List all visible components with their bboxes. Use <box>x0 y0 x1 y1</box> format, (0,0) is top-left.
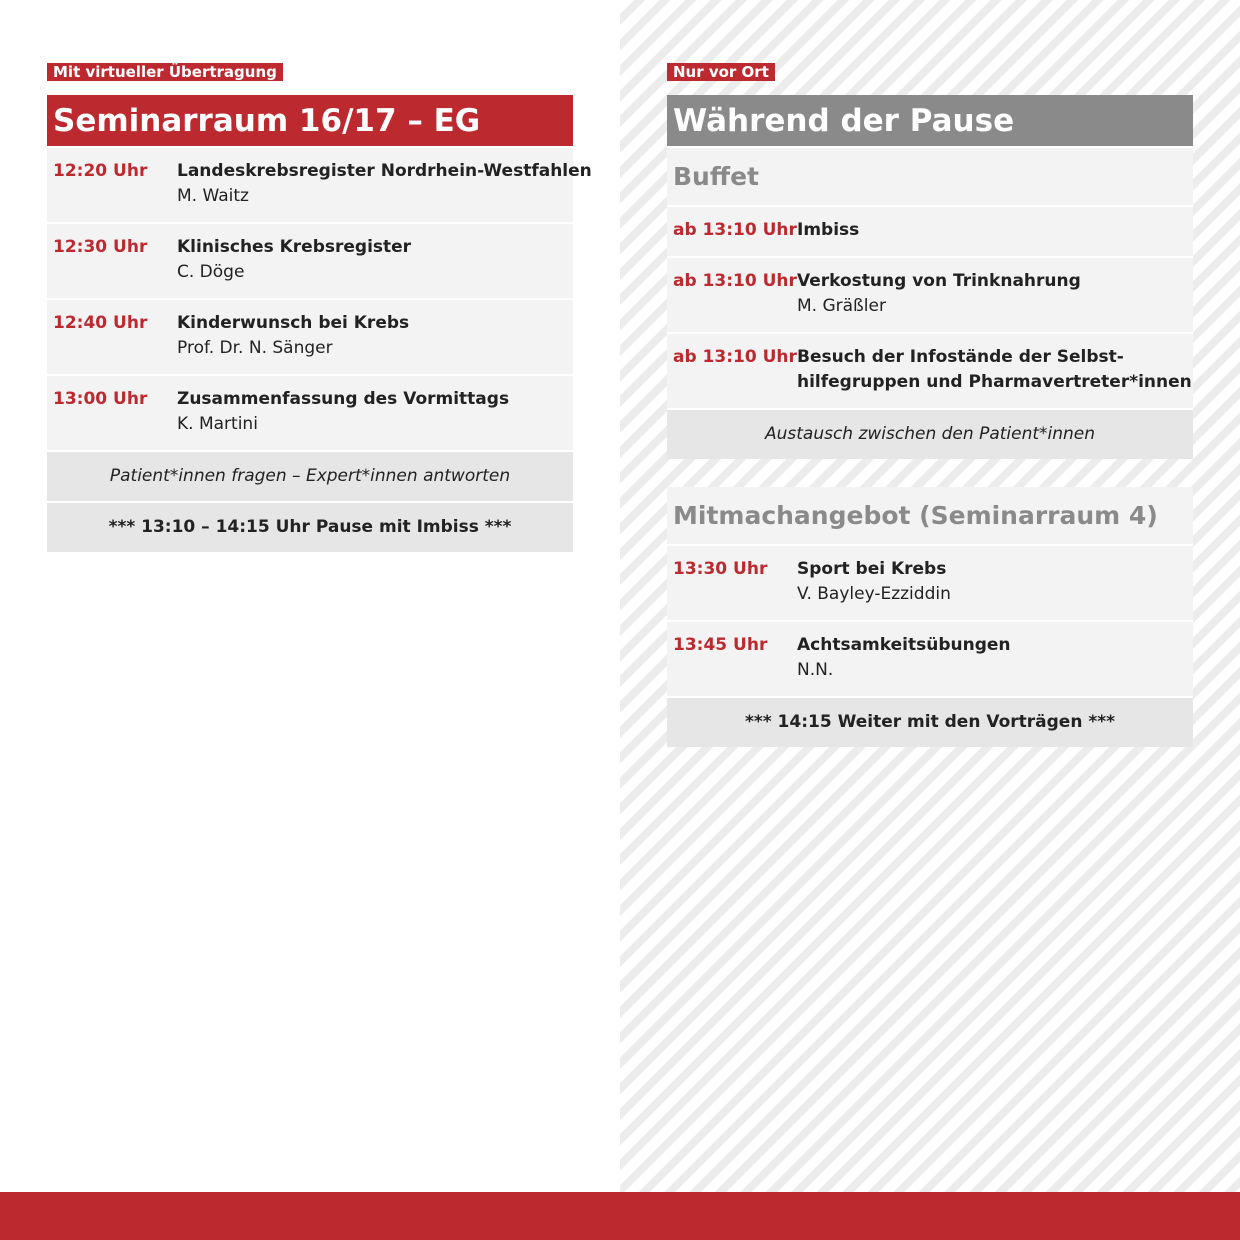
agenda-row <box>47 146 592 222</box>
agenda-time: 12:30 Uhr <box>53 237 148 257</box>
agenda-row <box>667 332 1193 408</box>
exchange-note: Austausch zwischen den Patient*innen <box>667 408 1193 459</box>
agenda-time: 13:30 Uhr <box>673 559 768 579</box>
agenda-title: Klinisches Krebsregister <box>177 237 412 257</box>
buffet-heading: Buffet <box>667 146 1193 205</box>
agenda-speaker: K. Martini <box>177 414 258 434</box>
agenda-time: 12:40 Uhr <box>53 313 148 333</box>
continue-note: *** 14:15 Weiter mit den Vorträgen *** <box>667 696 1193 747</box>
agenda-title: Besuch der Infostände der Selbst- <box>797 347 1124 367</box>
agenda-row <box>47 222 573 298</box>
agenda-speaker: Prof. Dr. N. Sänger <box>177 338 333 358</box>
agenda-speaker: M. Gräßler <box>797 296 886 316</box>
agenda-speaker: M. Waitz <box>177 186 249 206</box>
agenda-row <box>47 298 573 374</box>
agenda-title: Zusammenfassung des Vormittags <box>177 389 510 409</box>
agenda-title: Verkostung von Trinknahrung <box>797 271 1081 291</box>
on-site-only-tag: Nur vor Ort <box>667 63 775 81</box>
agenda-row <box>667 544 1193 620</box>
agenda-speaker: C. Döge <box>177 262 245 282</box>
agenda-speaker: V. Bayley-Ezziddin <box>797 584 951 604</box>
agenda-row <box>667 205 1193 256</box>
agenda-time: ab 13:10 Uhr <box>673 347 797 367</box>
agenda-row <box>667 256 1193 332</box>
agenda-time: ab 13:10 Uhr <box>673 271 797 291</box>
agenda-title: Imbiss <box>797 220 860 240</box>
agenda-title-continued: hilfegruppen und Pharmavertreter*innen <box>797 372 1192 392</box>
agenda-time: 12:20 Uhr <box>53 161 148 181</box>
agenda-title: Landeskrebsregister Nordrhein-Westfahlen <box>177 161 592 181</box>
agenda-time: 13:45 Uhr <box>673 635 768 655</box>
agenda-row <box>667 620 1193 696</box>
break-heading: Während der Pause <box>667 95 1193 146</box>
agenda-title: Kinderwunsch bei Krebs <box>177 313 410 333</box>
seminar-room-column <box>47 62 592 552</box>
qa-note: Patient*innen fragen – Expert*innen antworten <box>47 450 573 501</box>
agenda-speaker: N.N. <box>797 660 834 680</box>
virtual-broadcast-tag: Mit virtueller Übertragung <box>47 63 283 81</box>
agenda-row <box>47 374 573 450</box>
break-column <box>667 62 1193 747</box>
break-note: *** 13:10 – 14:15 Uhr Pause mit Imbiss *** <box>47 501 573 552</box>
mitmach-heading: Mitmachangebot (Seminarraum 4) <box>667 487 1193 544</box>
agenda-title: Achtsamkeitsübungen <box>797 635 1011 655</box>
agenda-title: Sport bei Krebs <box>797 559 947 579</box>
agenda-time: ab 13:10 Uhr <box>673 220 797 240</box>
seminar-room-heading: Seminarraum 16/17 – EG <box>47 95 573 146</box>
footer-bar <box>0 1192 1240 1240</box>
agenda-time: 13:00 Uhr <box>53 389 148 409</box>
